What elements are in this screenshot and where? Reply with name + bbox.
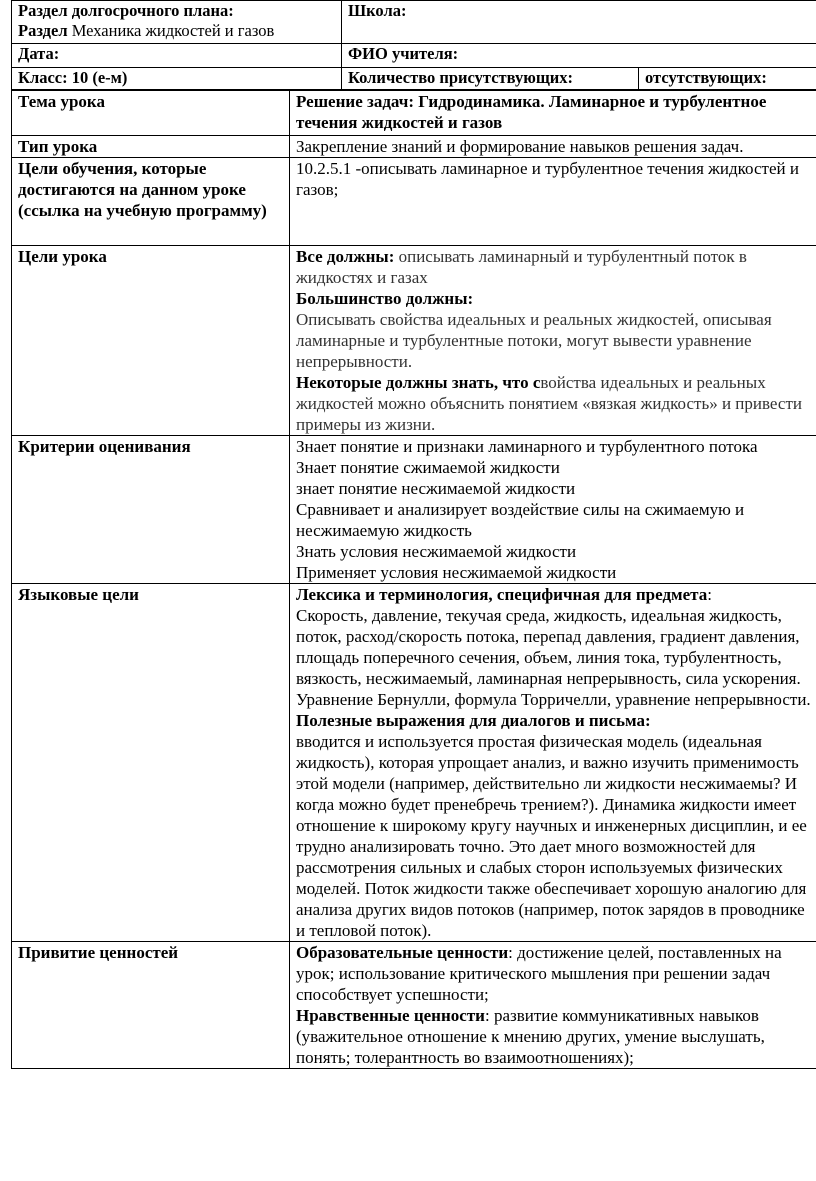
date-cell (12, 44, 342, 68)
moral-text: : развитие коммуникативных навыков (уважительное отношение к мнению других, умение выслушать, понять; толерантность во взаимоотношениях); (296, 1006, 765, 1067)
criteria-item: Знает понятие сжимаемой жидкости (296, 458, 560, 477)
values-label: Привитие ценностей (12, 942, 290, 1069)
class-cell (12, 68, 342, 90)
goals-value (290, 246, 816, 436)
phrases-text: вводится и используется простая физическая модель (идеальная жидкость), которая упрощает анализ, и важно изучить применимость этой модели (например, действительно ли жидкости несжимаемы? И когда можно будет пренебречь трением?). Динамика жидкости имеет отношение к широкому кругу научных и инженерных дисциплин, и ее трудно анализировать точно. Это дает много возможностей для рассмотрения сильных и слабых сторон используемых физических моделей. Поток жидкости также обеспечивает хорошую аналогию для анализа других видов потоков (например, поток зарядов в проводнике и тепловой поток). (296, 732, 807, 940)
language-label: Языковые цели (12, 584, 290, 942)
table-row (12, 136, 816, 158)
lesson-table (11, 90, 816, 1069)
vocab-colon: : (707, 585, 712, 604)
date-label: Дата: (18, 44, 60, 63)
section-label: Раздел (18, 21, 68, 40)
moral-bold: Нравственные ценности (296, 1006, 485, 1025)
table-row (12, 584, 816, 942)
plan-label: Раздел долгосрочного плана: (18, 1, 234, 20)
objectives-label: Цели обучения, которые достигаются на данном уроке (ссылка на учебную программу) (12, 158, 290, 246)
table-row (12, 436, 816, 584)
goals-most-bold: Большинство должны: (296, 289, 474, 308)
lesson-plan-document (11, 0, 816, 1069)
present-label: Количество присутствующих: (348, 68, 574, 87)
goals-most-text: Описывать свойства идеальных и реальных жидкостей, описывая ламинарные и турбулентные потоки, могут вывести уравнение непрерывности. (296, 310, 772, 371)
vocab-text-2: Уравнение Бернулли, формула Торричелли, уравнение непрерывности. (296, 690, 811, 709)
topic-label: Тема урока (12, 91, 290, 136)
absent-cell (639, 68, 816, 90)
header-table (11, 0, 816, 90)
criteria-label: Критерии оценивания (12, 436, 290, 584)
objectives-value: 10.2.5.1 -описывать ламинарное и турбулентное течения жидкостей и газов; (290, 158, 816, 246)
teacher-label: ФИО учителя: (348, 44, 459, 63)
type-label: Тип урока (12, 136, 290, 158)
table-row (12, 246, 816, 436)
criteria-item: Применяет условия несжимаемой жидкости (296, 563, 617, 582)
table-row (12, 942, 816, 1069)
section-value: Механика жидкостей и газов (71, 21, 275, 40)
school-cell (342, 1, 816, 44)
table-row (12, 91, 816, 136)
school-label: Школа: (348, 1, 407, 20)
values-value (290, 942, 816, 1069)
vocab-bold: Лексика и терминология, специфичная для предмета (296, 585, 708, 604)
class-label: Класс: 10 (е-м) (18, 68, 128, 87)
goals-label: Цели урока (12, 246, 290, 436)
type-value: Закрепление знаний и формирование навыков решения задач. (290, 136, 816, 158)
goals-some-bold: Некоторые должны знать, что с (296, 373, 541, 392)
goals-all-text: описывать ламинарный и турбулентный поток в жидкостях и газах (296, 247, 747, 287)
teacher-cell (342, 44, 816, 68)
language-value (290, 584, 816, 942)
edu-bold: Образовательные ценности (296, 943, 509, 962)
criteria-item: Знает понятие и признаки ламинарного и турбулентного потока (296, 437, 758, 456)
goals-some-text: войства идеальных и реальных жидкостей можно объяснить понятием «вязкая жидкость» и привести примеры из жизни. (296, 373, 802, 434)
table-row (12, 158, 816, 246)
criteria-item: знает понятие несжимаемой жидкости (296, 479, 576, 498)
plan-section-cell (12, 1, 342, 44)
criteria-item: Знать условия несжимаемой жидкости (296, 542, 577, 561)
topic-value: Решение задач: Гидродинамика. Ламинарное и турбулентное течения жидкостей и газов (290, 91, 816, 136)
absent-label: отсутствующих: (645, 68, 767, 87)
phrases-bold: Полезные выражения для диалогов и письма: (296, 711, 651, 730)
goals-all-bold: Все должны: (296, 247, 395, 266)
criteria-item: Сравнивает и анализирует воздействие силы на сжимаемую и несжимаемую жидкость (296, 500, 745, 540)
edu-text: : достижение целей, поставленных на урок; использование критического мышления при решении задач способствует успешности; (296, 943, 782, 1004)
criteria-value (290, 436, 816, 584)
present-cell (342, 68, 639, 90)
vocab-text: Скорость, давление, текучая среда, жидкость, идеальная жидкость, поток, расход/скорость потока, перепад давления, градиент давления, площадь поперечного сечения, объем, линия тока, турбулентность, вязкость, несжимаемый, ламинарная непрерывность, сила ускорения. (296, 606, 801, 688)
